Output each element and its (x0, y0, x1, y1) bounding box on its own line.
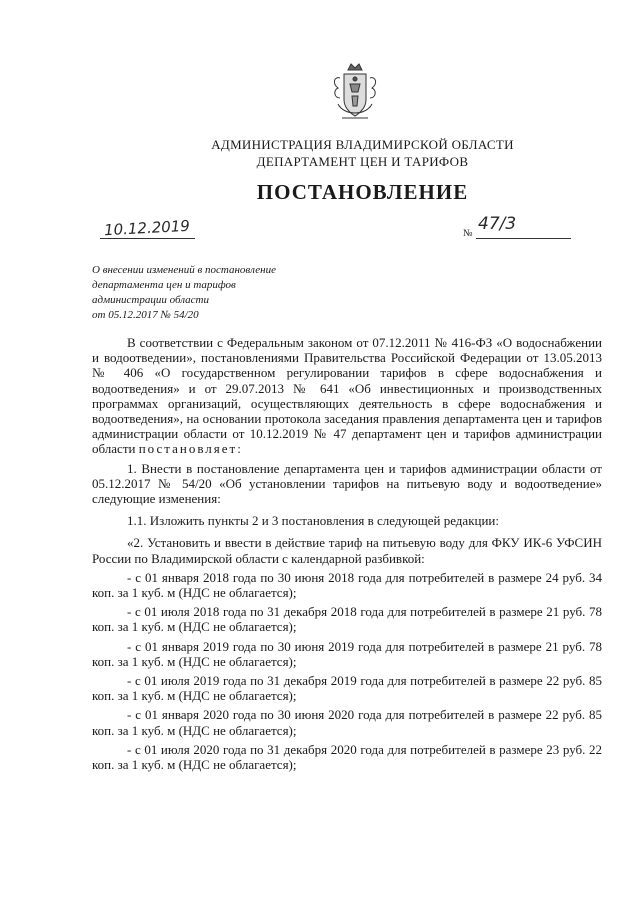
preamble-paragraph (92, 335, 602, 457)
document-title: ПОСТАНОВЛЕНИЕ (256, 180, 469, 204)
tariff-item: - с 01 июля 2018 года по 31 декабря 2018 года для потребителей в размере 21 руб. 78 коп. за 1 куб. м (НДС не облагается); (92, 604, 602, 635)
item-1-1: 1.1. Изложить пункты 2 и 3 постановления в следующей редакции: (127, 513, 499, 529)
tariff-item: - с 01 января 2018 года по 30 июня 2018 года для потребителей в размере 24 руб. 34 коп. за 1 куб. м (НДС не облагается); (92, 569, 602, 601)
department-name: ДЕПАРТАМЕНТ ЦЕН И ТАРИФОВ (256, 154, 469, 169)
subject-line: от 05.12.2017 № 54/20 (92, 309, 199, 321)
decision-word: постановляет: (138, 441, 243, 457)
subject-line: департамента цен и тарифов (92, 279, 236, 291)
date-underline (100, 238, 195, 239)
number-sign: № (463, 228, 473, 239)
item-2: «2. Установить и ввести в действие тариф на питьевую воду для ФКУ ИК-6 УФСИН России по Владимирской области с календарной разбивкой: (92, 535, 602, 566)
tariff-item: - с 01 января 2019 года по 30 июня 2019 года для потребителей в размере 21 руб. 78 коп. за 1 куб. м (НДС не облагается); (92, 638, 602, 669)
number-underline (476, 238, 571, 239)
preamble-text: В соответствии с Федеральным законом от 07.12.2011 № 416-ФЗ «О водоснабжении и водоотведении», постановлениями Правительства Российской Федерации от 13.05.2013 № 406 «О государственном регулировании тарифов в сфере водоснабжения и водоотведения» и от 29.07.2013 № 641 «Об инвестиционных и производственных программах организаций, осуществляющих деятельность в сфере водоснабжения и водоотведения», на основании протокола заседания правления департамента цен и тарифов администрации области от 10.12.2019 № 47 департамент цен и тарифов администрации области (92, 335, 602, 457)
tariff-item: - с 01 января 2020 года по 30 июня 2020 года для потребителей в размере 22 руб. 85 коп. за 1 куб. м (НДС не облагается); (92, 707, 602, 738)
document-subject (92, 263, 276, 323)
document-number: 47/3 (478, 214, 517, 234)
subject-line: О внесении изменений в постановление (92, 264, 276, 276)
tariff-item: - с 01 июля 2019 года по 31 декабря 2019 года для потребителей в размере 22 руб. 85 коп. за 1 куб. м (НДС не облагается); (92, 673, 602, 704)
document-body (92, 335, 602, 772)
organization-name: АДМИНИСТРАЦИЯ ВЛАДИМИРСКОЙ ОБЛАСТИ (211, 137, 514, 152)
item-1: 1. Внести в постановление департамента цен и тарифов администрации области от 05.12.2017 № 54/20 «Об установлении тарифов на питьевую воду и водоотведение» следующие изменения: (92, 460, 602, 507)
subject-line: администрации области (92, 294, 209, 306)
document-date: 10.12.2019 (103, 216, 191, 240)
coat-of-arms-emblem (330, 60, 380, 128)
tariff-item: - с 01 июля 2020 года по 31 декабря 2020 года для потребителей в размере 23 руб. 22 коп. за 1 куб. м (НДС не облагается); (92, 741, 602, 773)
